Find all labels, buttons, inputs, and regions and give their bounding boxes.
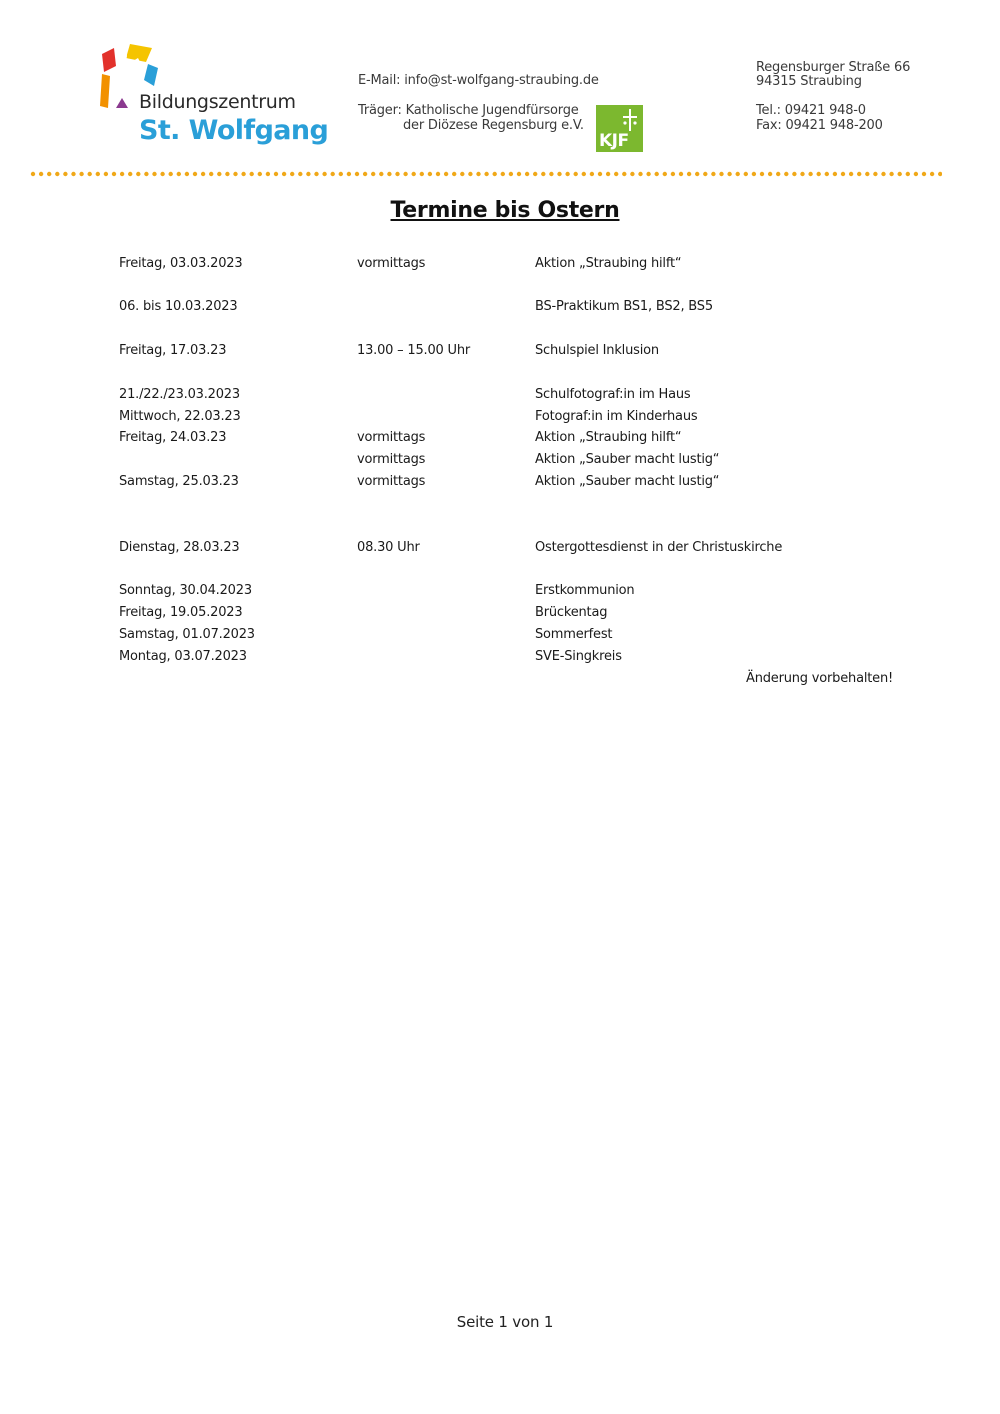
schedule-event: Erstkommunion [535,583,635,598]
schedule-row [0,254,1000,274]
schedule-event: Schulfotograf:in im Haus [535,387,691,402]
schedule-row [0,385,1000,405]
schedule-date: Montag, 03.07.2023 [119,649,247,664]
schedule-event: Sommerfest [535,627,613,642]
schedule-date: Freitag, 24.03.23 [119,430,227,445]
schedule-event: Ostergottesdienst in der Christuskirche [535,540,783,555]
schedule-row [0,538,1000,558]
schedule-date: 21./22./23.03.2023 [119,387,240,402]
schedule-time: vormittags [357,430,426,445]
schedule-row [0,297,1000,317]
header-email: E-Mail: info@st-wolfgang-straubing.de [358,73,599,88]
schedule-event: Aktion „Straubing hilft“ [535,256,682,271]
schedule-row [0,407,1000,427]
schedule-event: Aktion „Sauber macht lustig“ [535,474,720,489]
schedule-date: Samstag, 01.07.2023 [119,627,255,642]
schedule-row [0,428,1000,448]
schedule-date: Mittwoch, 22.03.23 [119,409,241,424]
schedule-time: 13.00 – 15.00 Uhr [357,343,471,358]
kjf-cross-icon [622,109,638,131]
page-title: Termine bis Ostern [390,198,620,223]
logo-text-bildungszentrum: Bildungszentrum [139,91,296,113]
schedule-row [0,472,1000,492]
dotted-divider [30,171,942,177]
change-reserved-note: Änderung vorbehalten! [746,671,893,686]
page-footer: Seite 1 von 1 [456,1313,554,1331]
schedule-row [0,647,1000,667]
header-traeger-line1: Träger: Katholische Jugendfürsorge [358,103,579,118]
logo [98,44,329,156]
schedule-event: SVE-Singkreis [535,649,622,664]
schedule-event: Aktion „Straubing hilft“ [535,430,682,445]
schedule-time: 08.30 Uhr [357,540,420,555]
schedule-event: BS-Praktikum BS1, BS2, BS5 [535,299,713,314]
schedule-row [0,450,1000,470]
schedule-date: Sonntag, 30.04.2023 [119,583,252,598]
header-fax: Fax: 09421 948-200 [756,118,883,133]
schedule-date: Freitag, 03.03.2023 [119,256,243,271]
schedule-time: vormittags [357,452,426,467]
schedule-event: Schulspiel Inklusion [535,343,659,358]
schedule-date: Freitag, 17.03.23 [119,343,227,358]
schedule-row [0,603,1000,623]
kjf-logo-text: KJF [599,131,629,151]
schedule-date: Freitag, 19.05.2023 [119,605,243,620]
schedule-date: Samstag, 25.03.23 [119,474,239,489]
schedule-event: Fotograf:in im Kinderhaus [535,409,698,424]
logo-text-st-wolfgang: St. Wolfgang [139,115,329,146]
schedule-date: 06. bis 10.03.2023 [119,299,238,314]
kjf-logo [596,105,643,152]
schedule-time: vormittags [357,256,426,271]
schedule-event: Aktion „Sauber macht lustig“ [535,452,720,467]
header-address-street: Regensburger Straße 66 [756,60,911,75]
header-address-city: 94315 Straubing [756,74,862,89]
schedule-row [0,581,1000,601]
header-phone: Tel.: 09421 948-0 [756,103,866,118]
header-traeger-line2: der Diözese Regensburg e.V. [403,118,584,133]
schedule-row [0,625,1000,645]
schedule-time: vormittags [357,474,426,489]
schedule-date: Dienstag, 28.03.23 [119,540,240,555]
schedule-event: Brückentag [535,605,608,620]
schedule-row [0,341,1000,361]
